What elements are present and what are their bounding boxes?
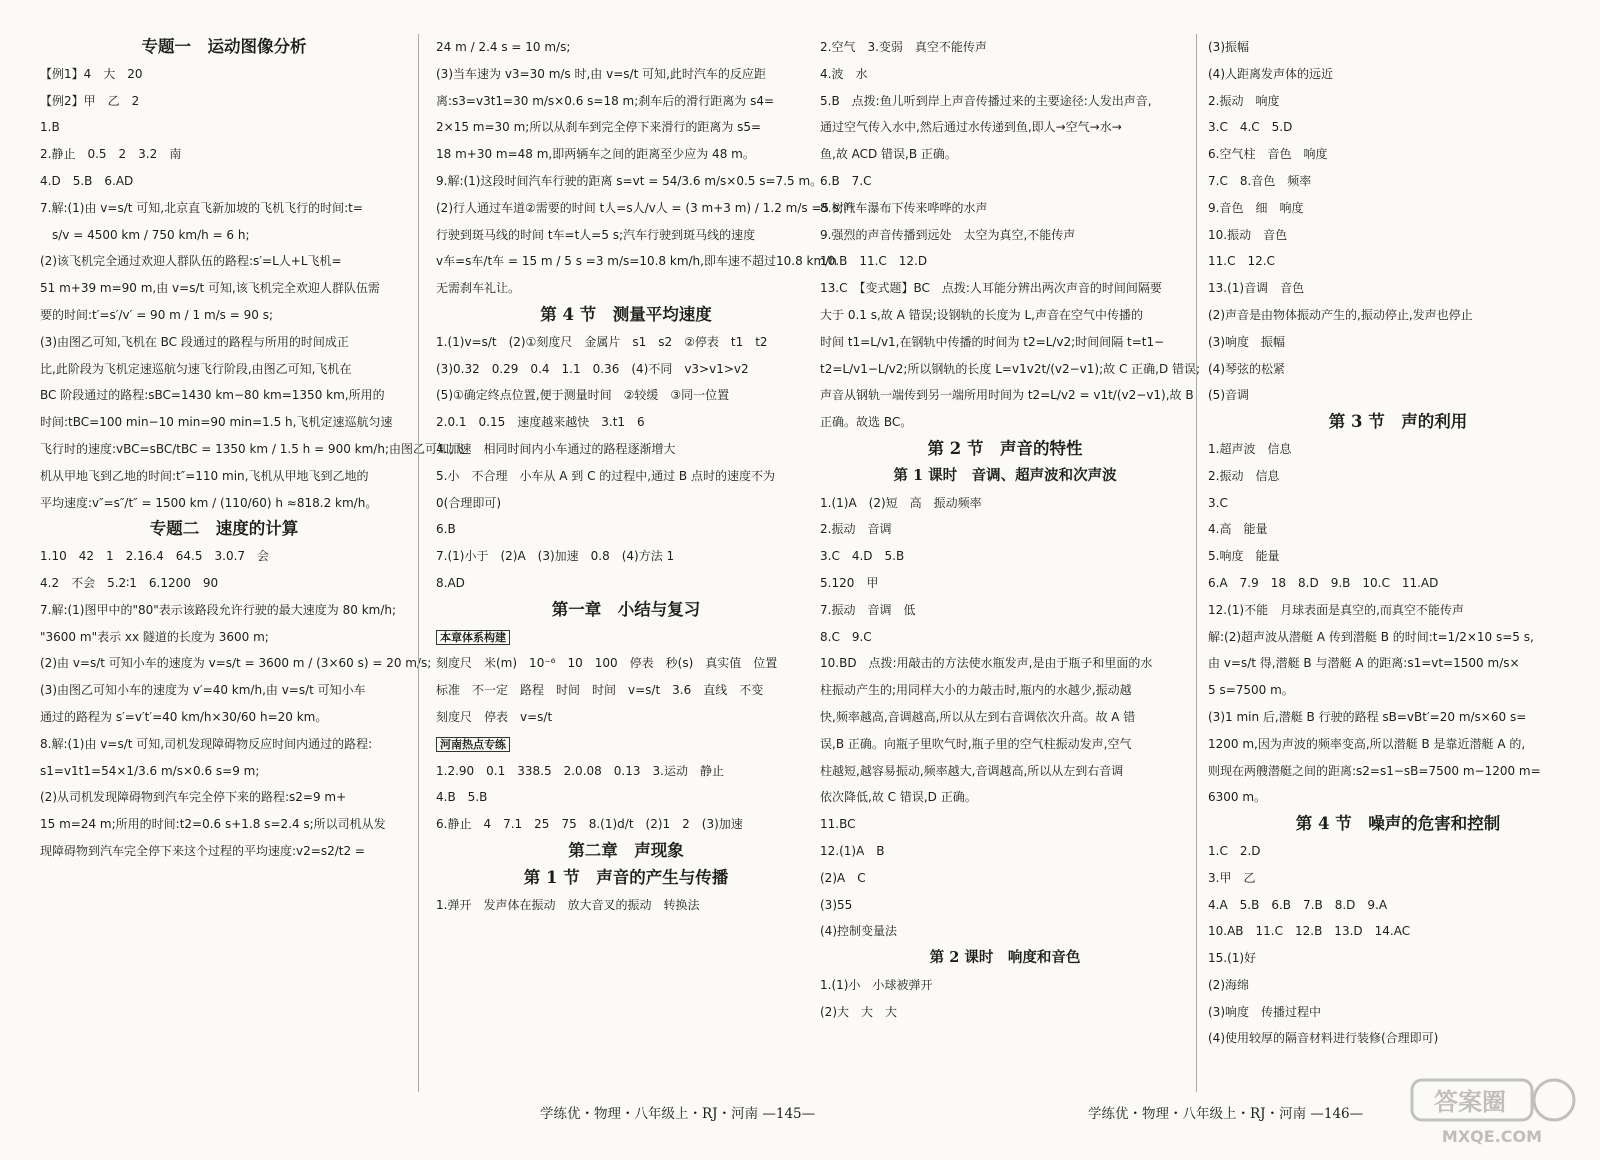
answer-line: 4.2 不会 5.2∶1 6.1200 90 (40, 575, 219, 590)
answer-line: t2=L/v1−L/v2;所以钢轨的长度 L=v1v2t/(v2−v1);故 C 正确,D 错误; (820, 361, 1201, 376)
answer-line: 2.空气 3.变弱 真空不能传声 (820, 40, 987, 54)
answer-line: 13.(1)音调 音色 (1208, 281, 1305, 296)
answer-line: v车=s车/t车 = 15 m / 5 s =3 m/s=10.8 km/h,即车速不超过10.8 km/h (436, 254, 837, 269)
answer-line: 比,此阶段为飞机定速巡航匀速飞行阶段,由图乙可知,飞机在 (40, 361, 352, 376)
section-heading: 第 3 节 声的利用 (1328, 412, 1468, 432)
answer-line: 1.B (40, 120, 60, 135)
answer-line: (3)振幅 (1208, 40, 1249, 54)
answer-line: 7.解:(1)图甲中的"80"表示该路段允许行驶的最大速度为 80 km/h; (40, 602, 397, 617)
answer-line: s/v = 4500 km / 750 km/h = 6 h; (40, 227, 250, 242)
answer-line: (5)①确定终点位置,便于测量时间 ②较缓 ③同一位置 (436, 388, 730, 403)
answer-line: (3)0.32 0.29 0.4 1.1 0.36 (4)不同 v3>v1>v2 (436, 361, 749, 376)
answer-line: 1.超声波 信息 (1208, 441, 1292, 456)
answer-line: 7.(1)小于 (2)A (3)加速 0.8 (4)方法 1 (436, 549, 675, 564)
section-heading: 第 1 课时 音调、超声波和次声波 (893, 466, 1117, 484)
answer-line: 依次降低,故 C 错误,D 正确。 (820, 790, 977, 805)
answer-line: (2)A C (820, 870, 866, 885)
answer-line: (4)琴弦的松紧 (1208, 361, 1285, 376)
answer-line: 大于 0.1 s,故 A 错误;设钢轨的长度为 L,声音在空气中传播的 (820, 307, 1143, 322)
section-heading: 第二章 声现象 (568, 840, 684, 860)
answer-line: 4.A 5.B 6.B 7.B 8.D 9.A (1208, 897, 1388, 912)
answer-line: (5)音调 (1208, 388, 1249, 403)
answer-line: 13.C 【变式题】BC 点拨:人耳能分辨出两次声音的时间间隔要 (820, 281, 1162, 296)
answer-line: 声音从钢轨一端传到另一端所用时间为 t2=L/v2 = v1t/(v2−v1),故 B (820, 388, 1194, 403)
answer-line: (2)海绵 (1208, 977, 1249, 992)
boxed-heading-label: 河南热点专练 (436, 737, 510, 752)
answer-line: 2×15 m=30 m;所以从刹车到完全停下来滑行的距离为 s5= (436, 120, 762, 135)
answer-line: 8.AD (436, 575, 465, 590)
answer-line: 10.B 11.C 12.D (820, 254, 928, 269)
boxed-heading (436, 624, 816, 651)
answer-line: 2.振动 音调 (820, 522, 892, 537)
answer-line: 9.强烈的声音传播到远处 太空为真空,不能传声 (820, 227, 1076, 242)
column-3 (820, 34, 1201, 1025)
answer-line: (3)由图乙可知小车的速度为 v′=40 km/h,由 v=s/t 可知小车 (40, 683, 366, 698)
answer-line: 【例2】甲 乙 2 (40, 93, 140, 108)
answer-line: 24 m / 2.4 s = 10 m/s; (436, 40, 571, 54)
answer-line: 2.0.1 0.15 速度越来越快 3.t1 6 (436, 415, 645, 430)
answer-line: 15.(1)好 (1208, 951, 1257, 966)
answer-line: 鱼,故 ACD 错误,B 正确。 (820, 147, 957, 162)
answer-line: 7.解:(1)由 v=s/t 可知,北京直飞新加坡的飞机飞行的时间:t= (40, 200, 363, 215)
answer-line: 8.树叶 瀑布下传来哗哗的水声 (820, 200, 988, 215)
answer-line: 通过空气传入水中,然后通过水传递到鱼,即人→空气→水→ (820, 120, 1122, 135)
answer-line: 误,B 正确。向瓶子里吹气时,瓶子里的空气柱振动发声,空气 (820, 736, 1132, 751)
column-divider (1196, 34, 1197, 1092)
answer-line: 1.2.90 0.1 338.5 2.0.08 0.13 3.运动 静止 (436, 763, 724, 778)
answer-line: 1.(1)小 小球被弹开 (820, 977, 933, 992)
answer-line: 6.静止 4 7.1 25 75 8.(1)d/t (2)1 2 (3)加速 (436, 817, 743, 832)
answer-line: 10.振动 音色 (1208, 227, 1288, 242)
answer-line: 要的时间:t′=s′/v′ = 90 m / 1 m/s = 90 s; (40, 307, 273, 322)
answer-line: 15 m=24 m;所用的时间:t2=0.6 s+1.8 s=2.4 s;所以司机从发 (40, 817, 386, 832)
column-4 (1208, 34, 1588, 1052)
page-footer-left: 学练优・物理・八年级上・RJ・河南 —145— (540, 1106, 816, 1122)
answer-line: 6.B 7.C (820, 173, 872, 188)
answer-line: (2)声音是由物体振动产生的,振动停止,发声也停止 (1208, 307, 1473, 322)
answer-line: 飞行时的速度:vBC=sBC/tBC = 1350 km / 1.5 h = 900 km/h;由图乙可知,飞 (40, 441, 465, 456)
answer-line: 7.振动 音调 低 (820, 602, 916, 617)
page-footer-right: 学练优・物理・八年级上・RJ・河南 —146— (1088, 1106, 1364, 1122)
section-heading: 专题二 速度的计算 (149, 519, 299, 539)
answer-line: 12.(1)A B (820, 843, 885, 858)
answer-line: 机从甲地飞到乙地的时间:t″=110 min,飞机从甲地飞到乙地的 (40, 468, 369, 483)
answer-line: 4.D 5.B 6.AD (40, 173, 134, 188)
answer-line: BC 阶段通过的路程:sBC=1430 km−80 km=1350 km,所用的 (40, 388, 385, 403)
answer-line: 1.(1)A (2)短 高 振动频率 (820, 495, 982, 510)
answer-line: (3)由图乙可知,飞机在 BC 段通过的路程与所用的时间成正 (40, 334, 349, 349)
answer-line: (2)行人通过车道②需要的时间 t人=s人/v人 = (3 m+3 m) / 1.2 m/s =5 s;汽车 (436, 200, 868, 215)
answer-line: 10.AB 11.C 12.B 13.D 14.AC (1208, 924, 1411, 939)
answer-line: 2.振动 响度 (1208, 93, 1280, 108)
answer-line: 5.小 不合理 小车从 A 到 C 的过程中,通过 B 点时的速度不为 (436, 468, 775, 483)
answer-line: 1200 m,因为声波的频率变高,所以潜艇 B 是靠近潜艇 A 的, (1208, 736, 1526, 751)
answer-line: 时间:tBC=100 min−10 min=90 min=1.5 h,飞机定速巡航匀速 (40, 415, 393, 430)
watermark-title: 答案圈 (1434, 1088, 1506, 1116)
answer-line: 8.解:(1)由 v=s/t 可知,司机发现障碍物反应时间内通过的路程: (40, 736, 373, 751)
answer-line: (2)从司机发现障碍物到汽车完全停下来的路程:s2=9 m+ (40, 790, 347, 805)
column-divider (418, 34, 419, 1092)
answer-line: 通过的路程为 s′=v′t′=40 km/h×30/60 h=20 km。 (40, 709, 328, 724)
answer-line: 6.空气柱 音色 响度 (1208, 147, 1328, 162)
section-heading: 第 4 节 噪声的危害和控制 (1295, 814, 1501, 834)
answer-line: 0(合理即可) (436, 495, 501, 510)
answer-line: 柱振动产生的;用同样大小的力敲击时,瓶内的水越少,振动越 (820, 683, 1132, 698)
answer-line: 4.波 水 (820, 66, 868, 81)
answer-line: (3)1 min 后,潜艇 B 行驶的路程 sB=vBt′=20 m/s×60 s= (1208, 709, 1527, 724)
watermark-url: MXQE.COM (1441, 1127, 1543, 1146)
boxed-heading-label: 本章体系构建 (436, 630, 510, 645)
answer-line: 51 m+39 m=90 m,由 v=s/t 可知,该飞机完全欢迎人群队伍需 (40, 281, 380, 296)
answer-line: 解:(2)超声波从潜艇 A 传到潜艇 B 的时间:t=1/2×10 s=5 s, (1208, 629, 1534, 644)
answer-line: 3.甲 乙 (1208, 870, 1256, 885)
answer-line: 8.C 9.C (820, 629, 872, 644)
answer-line: 【例1】4 大 20 (40, 66, 143, 81)
section-heading: 第 2 课时 响度和音色 (929, 949, 1081, 967)
answer-line: 12.(1)不能 月球表面是真空的,而真空不能传声 (1208, 602, 1464, 617)
answer-line: 9.解:(1)这段时间汽车行驶的距离 s=vt = 54/3.6 m/s×0.5 s=7.5 m。 (436, 173, 823, 188)
answer-line: 6.B (436, 522, 456, 537)
answer-line: (4)人距离发声体的远近 (1208, 66, 1333, 81)
answer-line: 5.响度 能量 (1208, 549, 1280, 564)
answer-line: 柱越短,越容易振动,频率越大,音调越高,所以从左到右音调 (820, 763, 1124, 778)
answer-line: 由 v=s/t 得,潜艇 B 与潜艇 A 的距离:s1=vt=1500 m/s× (1208, 656, 1520, 671)
answer-line: (4)使用较厚的隔音材料进行装修(合理即可) (1208, 1031, 1439, 1046)
answer-line: 平均速度:v″=s″/t″ = 1500 km / (110/60) h ≈818.2 km/h。 (40, 495, 378, 510)
answer-line: 4.高 能量 (1208, 522, 1268, 537)
answer-line: 5.B 点拨:鱼儿听到岸上声音传播过来的主要途径:人发出声音, (820, 93, 1152, 108)
answer-line: 4.加速 相同时间内小车通过的路程逐渐增大 (436, 441, 676, 456)
answer-line: 标准 不一定 路程 时间 时间 v=s/t 3.6 直线 不变 (436, 683, 764, 698)
answer-line: 现障碍物到汽车完全停下来这个过程的平均速度:v2=s2/t2 = (40, 843, 365, 858)
section-heading: 第 2 节 声音的特性 (927, 438, 1083, 458)
answer-line: 5 s=7500 m。 (1208, 683, 1294, 698)
answer-line: 1.弹开 发声体在振动 放大音叉的振动 转换法 (436, 897, 700, 912)
answer-line: 9.音色 细 响度 (1208, 200, 1304, 215)
answer-line: 2.振动 信息 (1208, 468, 1280, 483)
answer-line: 11.BC (820, 817, 856, 832)
answer-line: "3600 m"表示 xx 隧道的长度为 3600 m; (40, 629, 269, 644)
answer-line: 1.C 2.D (1208, 843, 1261, 858)
answer-line: 行驶到斑马线的时间 t车=t人=5 s;汽车行驶到斑马线的速度 (436, 227, 756, 242)
answer-line: 3.C 4.D 5.B (820, 549, 905, 564)
answer-line: (3)响度 传播过程中 (1208, 1004, 1321, 1019)
answer-line: s1=v1t1=54×1/3.6 m/s×0.6 s=9 m; (40, 763, 260, 778)
answer-line: 6300 m。 (1208, 790, 1267, 805)
answer-line: 无需刹车礼让。 (436, 281, 521, 296)
answer-line: 5.120 甲 (820, 575, 879, 590)
answer-line: (3)响度 振幅 (1208, 334, 1285, 349)
answer-line: 3.C 4.C 5.D (1208, 120, 1293, 135)
answer-line: 离:s3=v3t1=30 m/s×0.6 s=18 m;刹车后的滑行距离为 s4= (436, 93, 775, 108)
answer-line: (3)当车速为 v3=30 m/s 时,由 v=s/t 可知,此时汽车的反应距 (436, 66, 766, 81)
answer-line: 1.10 42 1 2.16.4 64.5 3.0.7 会 (40, 549, 270, 564)
section-heading: 专题一 运动图像分析 (141, 37, 307, 56)
answer-line: 快,频率越高,音调越高,所以从左到右音调依次升高。故 A 错 (820, 709, 1136, 724)
answer-line: 2.静止 0.5 2 3.2 南 (40, 147, 182, 162)
answer-line: 时间 t1=L/v1,在钢轨中传播的时间为 t2=L/v2;时间间隔 t=t1− (820, 334, 1165, 349)
answer-line: 1.(1)v=s/t (2)①刻度尺 金属片 s1 s2 ②停表 t1 t2 (436, 334, 768, 349)
section-heading: 第 4 节 测量平均速度 (540, 304, 712, 324)
answer-line: 刻度尺 米(m) 10⁻⁶ 10 100 停表 秒(s) 真实值 位置 (436, 656, 778, 671)
answer-line: (4)控制变量法 (820, 924, 897, 939)
answer-line: 6.A 7.9 18 8.D 9.B 10.C 11.AD (1208, 575, 1439, 590)
answer-line: 3.C (1208, 495, 1228, 510)
answer-line: (2)大 大 大 (820, 1004, 897, 1019)
answer-line: 刻度尺 停表 v=s/t (436, 709, 553, 724)
boxed-heading (436, 731, 816, 758)
answer-line: (2)由 v=s/t 可知小车的速度为 v=s/t = 3600 m / (3×60 s) = 20 m/s; (40, 656, 432, 671)
answer-line: 7.C 8.音色 频率 (1208, 173, 1312, 188)
answer-line: 则现在两艘潜艇之间的距离:s2=s1−sB=7500 m−1200 m= (1208, 763, 1541, 778)
section-heading: 第一章 小结与复习 (551, 599, 701, 619)
answer-line: 11.C 12.C (1208, 254, 1275, 269)
watermark-logo (1404, 1070, 1580, 1150)
answer-line: 4.B 5.B (436, 790, 488, 805)
answer-line: 10.BD 点拨:用敲击的方法使水瓶发声,是由于瓶子和里面的水 (820, 656, 1153, 671)
answer-line: (3)55 (820, 897, 853, 912)
answer-line: 18 m+30 m=48 m,即两辆车之间的距离至少应为 48 m。 (436, 147, 755, 162)
answer-line: 正确。故选 BC。 (820, 415, 913, 430)
answer-line: (2)该飞机完全通过欢迎人群队伍的路程:s′=L人+L飞机= (40, 254, 342, 269)
section-heading: 第 1 节 声音的产生与传播 (523, 867, 729, 887)
